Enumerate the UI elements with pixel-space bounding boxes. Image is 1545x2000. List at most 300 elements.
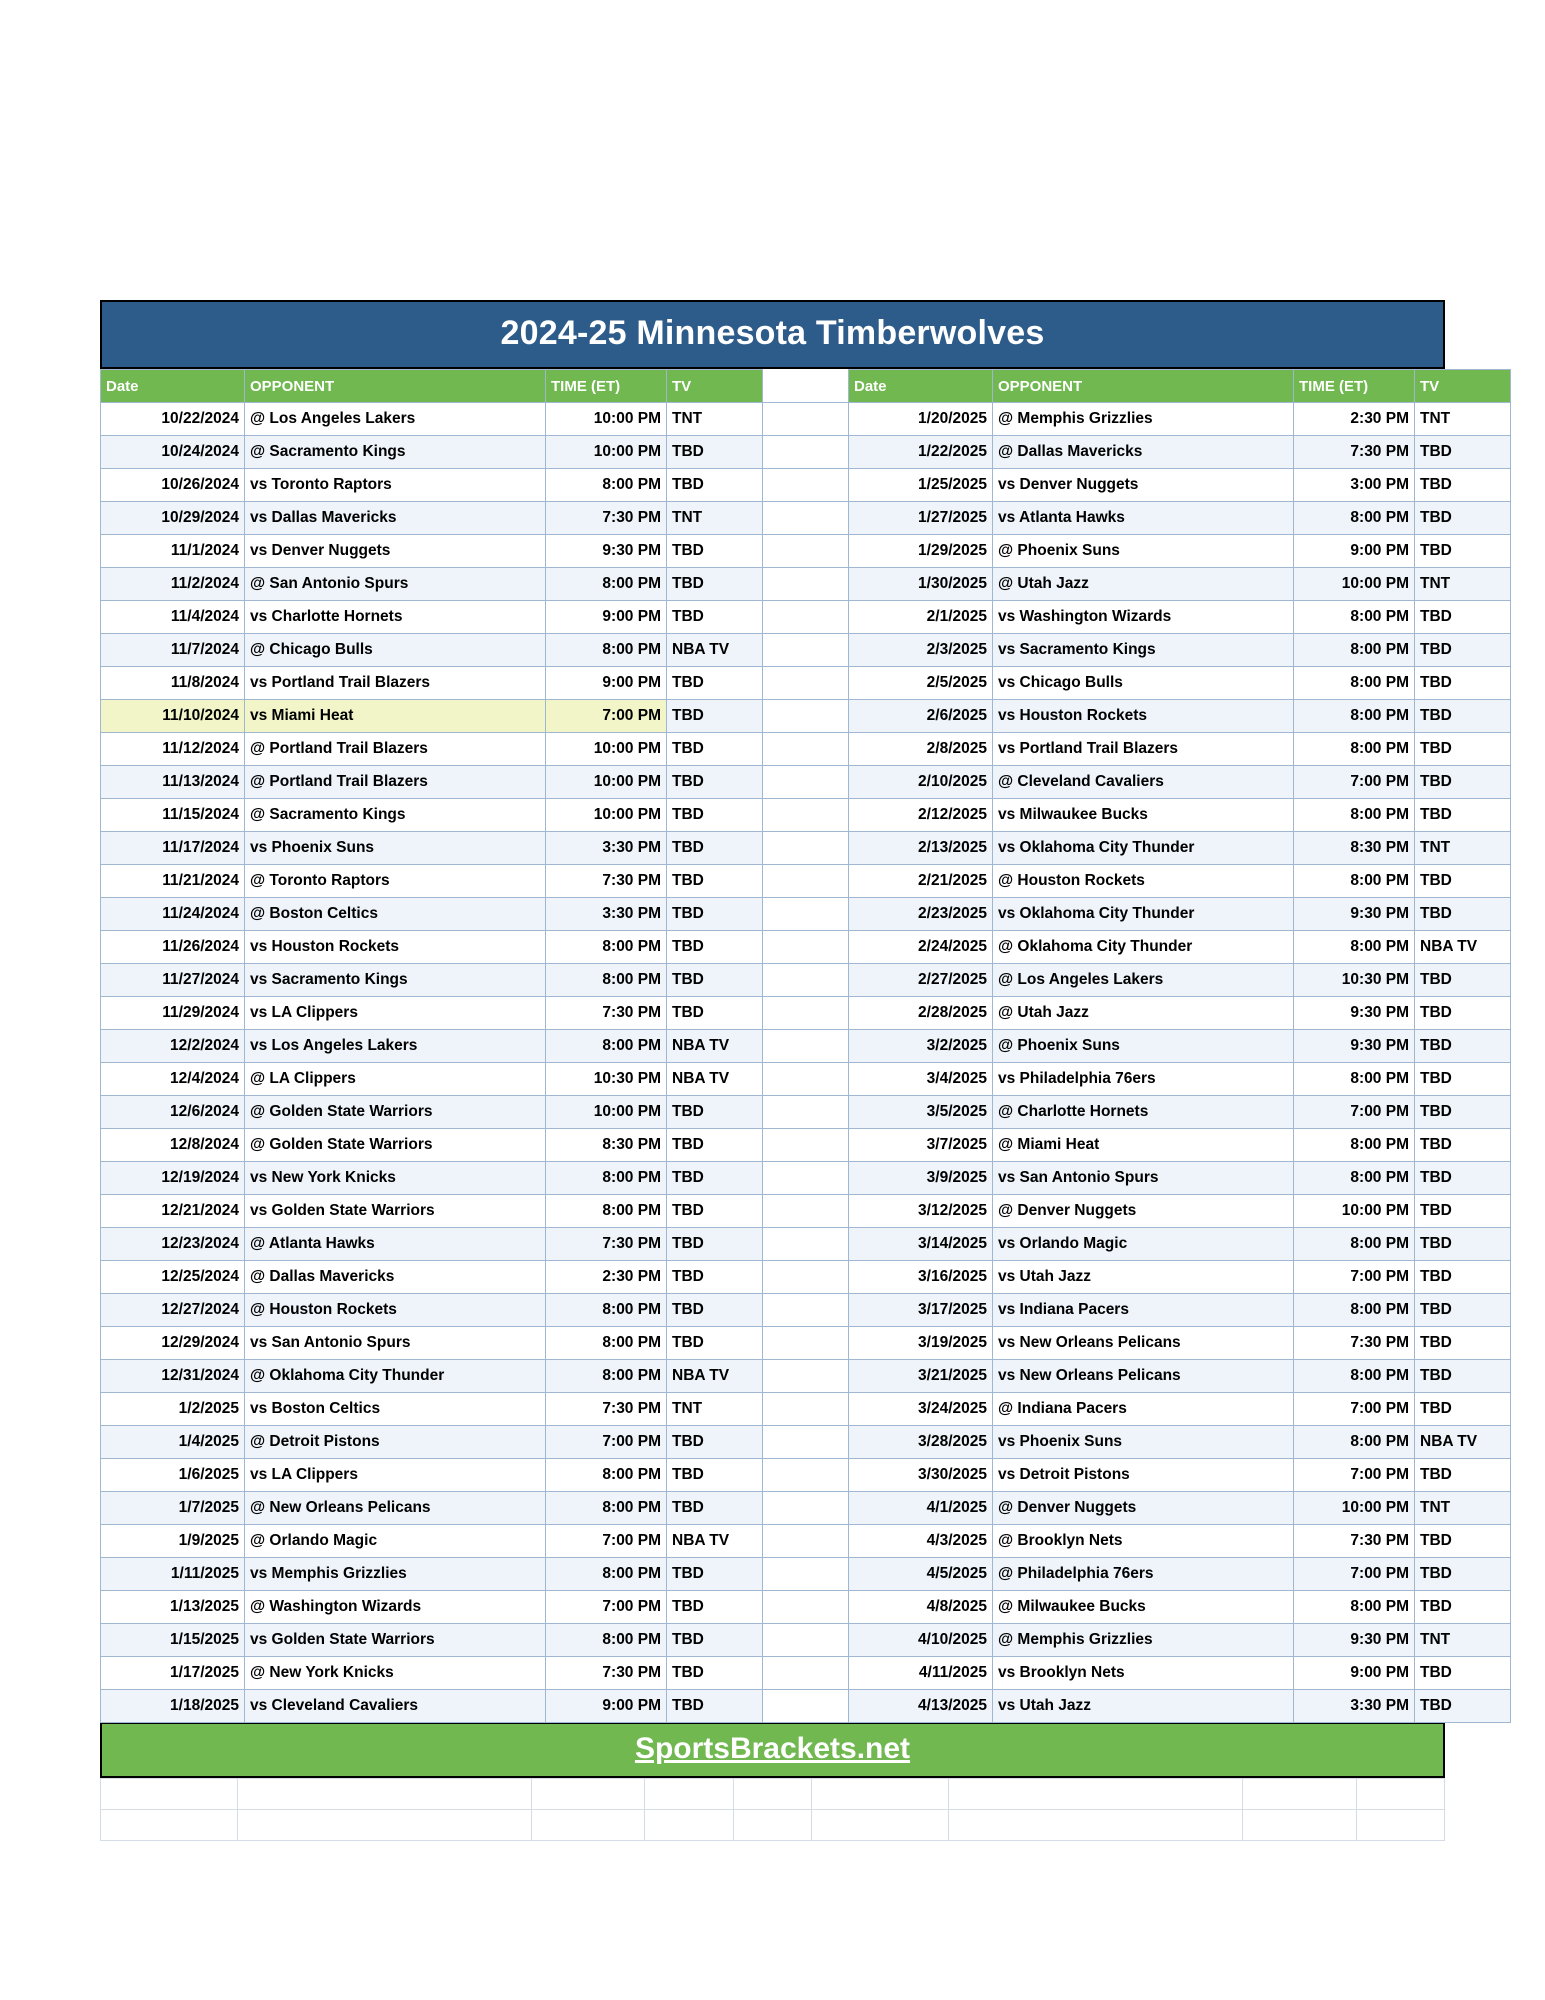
game-date: 3/24/2025 <box>849 1393 993 1426</box>
game-date: 2/24/2025 <box>849 931 993 964</box>
table-row <box>101 502 1511 535</box>
game-time: 7:00 PM <box>546 1525 667 1558</box>
table-row <box>101 733 1511 766</box>
game-time: 8:00 PM <box>1294 1294 1415 1327</box>
game-date: 2/13/2025 <box>849 832 993 865</box>
table-row <box>101 1426 1511 1459</box>
game-time: 7:00 PM <box>1294 1261 1415 1294</box>
game-opponent: vs Cleveland Cavaliers <box>245 1690 546 1723</box>
game-date: 1/6/2025 <box>101 1459 245 1492</box>
game-date: 12/31/2024 <box>101 1360 245 1393</box>
game-opponent: vs LA Clippers <box>245 997 546 1030</box>
game-tv: TBD <box>1415 799 1511 832</box>
game-tv: TBD <box>667 1624 763 1657</box>
table-row <box>101 1162 1511 1195</box>
table-row <box>101 898 1511 931</box>
game-tv: TBD <box>1415 1096 1511 1129</box>
table-row <box>101 403 1511 436</box>
game-opponent: @ Brooklyn Nets <box>993 1525 1294 1558</box>
game-opponent: @ San Antonio Spurs <box>245 568 546 601</box>
game-time: 8:00 PM <box>546 964 667 997</box>
header-tv-right: TV <box>1415 370 1511 403</box>
game-opponent: @ Utah Jazz <box>993 568 1294 601</box>
game-opponent: @ Toronto Raptors <box>245 865 546 898</box>
game-time: 9:30 PM <box>1294 997 1415 1030</box>
column-gap <box>763 1360 849 1393</box>
game-date: 11/10/2024 <box>101 700 245 733</box>
game-date: 2/28/2025 <box>849 997 993 1030</box>
table-row <box>101 1294 1511 1327</box>
game-time: 8:00 PM <box>1294 1129 1415 1162</box>
game-opponent: vs Phoenix Suns <box>245 832 546 865</box>
column-gap <box>763 1327 849 1360</box>
game-opponent: vs Golden State Warriors <box>245 1624 546 1657</box>
game-time: 8:00 PM <box>1294 1591 1415 1624</box>
blank-cell <box>645 1779 733 1810</box>
game-time: 8:00 PM <box>546 634 667 667</box>
game-date: 1/17/2025 <box>101 1657 245 1690</box>
game-time: 8:00 PM <box>546 1459 667 1492</box>
game-tv: TBD <box>1415 1558 1511 1591</box>
game-opponent: vs Portland Trail Blazers <box>245 667 546 700</box>
game-time: 8:00 PM <box>1294 1162 1415 1195</box>
game-date: 4/13/2025 <box>849 1690 993 1723</box>
blank-cell <box>237 1810 531 1841</box>
game-date: 3/14/2025 <box>849 1228 993 1261</box>
game-date: 2/5/2025 <box>849 667 993 700</box>
column-gap <box>763 469 849 502</box>
game-opponent: vs Philadelphia 76ers <box>993 1063 1294 1096</box>
game-tv: NBA TV <box>1415 931 1511 964</box>
game-date: 11/4/2024 <box>101 601 245 634</box>
game-time: 10:00 PM <box>1294 568 1415 601</box>
game-time: 7:00 PM <box>1294 1096 1415 1129</box>
game-opponent: @ Phoenix Suns <box>993 535 1294 568</box>
game-date: 4/3/2025 <box>849 1525 993 1558</box>
game-time: 9:30 PM <box>1294 1624 1415 1657</box>
column-gap <box>763 931 849 964</box>
game-opponent: @ Memphis Grizzlies <box>993 403 1294 436</box>
game-opponent: vs Los Angeles Lakers <box>245 1030 546 1063</box>
game-opponent: vs LA Clippers <box>245 1459 546 1492</box>
game-time: 8:00 PM <box>546 1624 667 1657</box>
column-gap <box>763 1459 849 1492</box>
game-opponent: @ Atlanta Hawks <box>245 1228 546 1261</box>
game-time: 7:30 PM <box>546 1228 667 1261</box>
schedule-table-body <box>101 370 1511 1723</box>
game-opponent: @ Dallas Mavericks <box>993 436 1294 469</box>
game-time: 8:00 PM <box>546 931 667 964</box>
game-opponent: vs Phoenix Suns <box>993 1426 1294 1459</box>
column-gap <box>763 766 849 799</box>
game-date: 3/28/2025 <box>849 1426 993 1459</box>
game-time: 10:00 PM <box>546 766 667 799</box>
game-date: 11/17/2024 <box>101 832 245 865</box>
game-time: 10:30 PM <box>546 1063 667 1096</box>
game-tv: TBD <box>1415 1063 1511 1096</box>
game-opponent: vs Charlotte Hornets <box>245 601 546 634</box>
game-time: 8:00 PM <box>1294 700 1415 733</box>
game-time: 7:30 PM <box>546 1393 667 1426</box>
column-gap <box>763 1657 849 1690</box>
game-date: 12/19/2024 <box>101 1162 245 1195</box>
game-date: 12/8/2024 <box>101 1129 245 1162</box>
table-row <box>101 997 1511 1030</box>
game-time: 8:30 PM <box>546 1129 667 1162</box>
game-opponent: @ LA Clippers <box>245 1063 546 1096</box>
game-tv: TBD <box>667 898 763 931</box>
game-tv: TBD <box>1415 469 1511 502</box>
game-tv: TBD <box>667 766 763 799</box>
game-tv: TBD <box>667 1294 763 1327</box>
game-date: 11/29/2024 <box>101 997 245 1030</box>
game-date: 12/27/2024 <box>101 1294 245 1327</box>
game-opponent: vs Washington Wizards <box>993 601 1294 634</box>
game-opponent: @ Houston Rockets <box>993 865 1294 898</box>
game-tv: TBD <box>667 1591 763 1624</box>
game-tv: TNT <box>667 502 763 535</box>
column-gap <box>763 1525 849 1558</box>
game-date: 11/7/2024 <box>101 634 245 667</box>
column-gap <box>763 403 849 436</box>
game-tv: TBD <box>667 1459 763 1492</box>
game-opponent: vs New York Knicks <box>245 1162 546 1195</box>
game-opponent: @ Indiana Pacers <box>993 1393 1294 1426</box>
header-date-right: Date <box>849 370 993 403</box>
game-time: 3:30 PM <box>1294 1690 1415 1723</box>
game-time: 7:30 PM <box>546 502 667 535</box>
game-tv: TBD <box>667 865 763 898</box>
blank-row <box>101 1810 1445 1841</box>
game-time: 10:00 PM <box>1294 1492 1415 1525</box>
game-tv: TBD <box>1415 1030 1511 1063</box>
game-opponent: vs Golden State Warriors <box>245 1195 546 1228</box>
game-time: 9:30 PM <box>1294 1030 1415 1063</box>
game-time: 7:00 PM <box>1294 1558 1415 1591</box>
game-tv: TBD <box>1415 667 1511 700</box>
game-opponent: vs Sacramento Kings <box>245 964 546 997</box>
game-tv: TNT <box>667 403 763 436</box>
table-row <box>101 667 1511 700</box>
column-gap <box>763 1426 849 1459</box>
game-opponent: vs Memphis Grizzlies <box>245 1558 546 1591</box>
game-time: 7:30 PM <box>546 1657 667 1690</box>
game-tv: TBD <box>1415 502 1511 535</box>
column-gap <box>763 535 849 568</box>
game-time: 7:30 PM <box>1294 1327 1415 1360</box>
game-tv: TBD <box>667 997 763 1030</box>
table-row <box>101 535 1511 568</box>
game-opponent: @ Sacramento Kings <box>245 799 546 832</box>
table-row <box>101 799 1511 832</box>
game-tv: TBD <box>1415 436 1511 469</box>
game-date: 3/7/2025 <box>849 1129 993 1162</box>
game-time: 8:00 PM <box>546 1360 667 1393</box>
game-tv: TBD <box>667 1129 763 1162</box>
game-opponent: @ Chicago Bulls <box>245 634 546 667</box>
table-row <box>101 1360 1511 1393</box>
game-time: 8:00 PM <box>546 1327 667 1360</box>
game-tv: TBD <box>1415 1195 1511 1228</box>
game-opponent: @ Los Angeles Lakers <box>245 403 546 436</box>
game-opponent: vs Denver Nuggets <box>245 535 546 568</box>
game-tv: TBD <box>1415 1525 1511 1558</box>
game-time: 8:00 PM <box>1294 634 1415 667</box>
game-time: 8:00 PM <box>1294 601 1415 634</box>
game-tv: TBD <box>1415 1327 1511 1360</box>
game-tv: TBD <box>1415 733 1511 766</box>
game-date: 3/4/2025 <box>849 1063 993 1096</box>
table-row <box>101 1525 1511 1558</box>
game-time: 10:00 PM <box>546 436 667 469</box>
game-opponent: @ Detroit Pistons <box>245 1426 546 1459</box>
game-time: 8:00 PM <box>546 1294 667 1327</box>
game-date: 4/11/2025 <box>849 1657 993 1690</box>
game-tv: TBD <box>667 1492 763 1525</box>
column-gap <box>763 733 849 766</box>
column-gap <box>763 1261 849 1294</box>
blank-cell <box>733 1810 811 1841</box>
game-tv: TBD <box>1415 1294 1511 1327</box>
game-tv: TBD <box>667 964 763 997</box>
game-date: 2/12/2025 <box>849 799 993 832</box>
game-time: 8:00 PM <box>1294 1360 1415 1393</box>
game-time: 7:00 PM <box>546 1591 667 1624</box>
game-tv: TBD <box>667 1690 763 1723</box>
column-gap <box>763 1624 849 1657</box>
game-date: 4/5/2025 <box>849 1558 993 1591</box>
game-date: 3/16/2025 <box>849 1261 993 1294</box>
game-date: 2/6/2025 <box>849 700 993 733</box>
column-gap <box>763 1096 849 1129</box>
column-gap <box>763 1129 849 1162</box>
game-date: 1/2/2025 <box>101 1393 245 1426</box>
column-gap <box>763 502 849 535</box>
game-opponent: vs Oklahoma City Thunder <box>993 898 1294 931</box>
table-row <box>101 1063 1511 1096</box>
game-time: 3:30 PM <box>546 832 667 865</box>
game-tv: NBA TV <box>1415 1426 1511 1459</box>
column-gap <box>763 832 849 865</box>
game-date: 4/10/2025 <box>849 1624 993 1657</box>
header-opponent-left: OPPONENT <box>245 370 546 403</box>
blank-row <box>101 1779 1445 1810</box>
game-opponent: vs New Orleans Pelicans <box>993 1360 1294 1393</box>
game-time: 2:30 PM <box>546 1261 667 1294</box>
game-date: 2/1/2025 <box>849 601 993 634</box>
game-opponent: @ Boston Celtics <box>245 898 546 931</box>
game-tv: TBD <box>1415 1657 1511 1690</box>
game-date: 11/1/2024 <box>101 535 245 568</box>
game-date: 1/15/2025 <box>101 1624 245 1657</box>
game-opponent: vs Detroit Pistons <box>993 1459 1294 1492</box>
table-row <box>101 766 1511 799</box>
game-time: 8:00 PM <box>1294 865 1415 898</box>
page-title: 2024-25 Minnesota Timberwolves <box>100 300 1445 369</box>
game-date: 11/8/2024 <box>101 667 245 700</box>
game-time: 10:00 PM <box>546 799 667 832</box>
game-date: 2/21/2025 <box>849 865 993 898</box>
game-tv: TBD <box>667 535 763 568</box>
blank-cell <box>1356 1779 1444 1810</box>
game-opponent: @ Miami Heat <box>993 1129 1294 1162</box>
game-date: 1/29/2025 <box>849 535 993 568</box>
game-tv: TBD <box>1415 1162 1511 1195</box>
blank-cell <box>645 1810 733 1841</box>
game-opponent: @ Memphis Grizzlies <box>993 1624 1294 1657</box>
blank-cell <box>101 1810 238 1841</box>
header-tv-left: TV <box>667 370 763 403</box>
game-tv: TBD <box>1415 1591 1511 1624</box>
header-time-right: TIME (ET) <box>1294 370 1415 403</box>
game-date: 11/21/2024 <box>101 865 245 898</box>
game-date: 3/17/2025 <box>849 1294 993 1327</box>
game-date: 3/19/2025 <box>849 1327 993 1360</box>
game-time: 7:00 PM <box>1294 766 1415 799</box>
game-tv: TNT <box>1415 403 1511 436</box>
game-opponent: vs Utah Jazz <box>993 1690 1294 1723</box>
blank-cell <box>948 1810 1242 1841</box>
game-tv: TBD <box>1415 997 1511 1030</box>
header-date-left: Date <box>101 370 245 403</box>
game-opponent: vs San Antonio Spurs <box>245 1327 546 1360</box>
game-date: 10/26/2024 <box>101 469 245 502</box>
game-opponent: vs Milwaukee Bucks <box>993 799 1294 832</box>
game-time: 8:00 PM <box>1294 931 1415 964</box>
game-date: 12/29/2024 <box>101 1327 245 1360</box>
game-date: 1/25/2025 <box>849 469 993 502</box>
game-date: 4/8/2025 <box>849 1591 993 1624</box>
game-time: 8:00 PM <box>1294 667 1415 700</box>
game-opponent: vs San Antonio Spurs <box>993 1162 1294 1195</box>
game-opponent: @ Cleveland Cavaliers <box>993 766 1294 799</box>
game-tv: TBD <box>1415 898 1511 931</box>
game-tv: TBD <box>1415 601 1511 634</box>
game-tv: TBD <box>667 1096 763 1129</box>
column-gap <box>763 370 849 403</box>
column-gap <box>763 1195 849 1228</box>
game-tv: TBD <box>667 436 763 469</box>
game-time: 10:00 PM <box>546 403 667 436</box>
table-row <box>101 1228 1511 1261</box>
table-row <box>101 1327 1511 1360</box>
game-date: 11/12/2024 <box>101 733 245 766</box>
table-row <box>101 832 1511 865</box>
game-date: 1/13/2025 <box>101 1591 245 1624</box>
column-gap <box>763 1492 849 1525</box>
game-opponent: @ Los Angeles Lakers <box>993 964 1294 997</box>
table-row <box>101 436 1511 469</box>
table-row <box>101 1624 1511 1657</box>
game-date: 2/27/2025 <box>849 964 993 997</box>
game-time: 7:30 PM <box>1294 436 1415 469</box>
game-tv: TBD <box>1415 1393 1511 1426</box>
game-tv: TBD <box>1415 865 1511 898</box>
game-time: 8:00 PM <box>1294 1426 1415 1459</box>
game-tv: TBD <box>1415 964 1511 997</box>
game-tv: TBD <box>667 700 763 733</box>
game-date: 11/26/2024 <box>101 931 245 964</box>
game-date: 10/24/2024 <box>101 436 245 469</box>
column-gap <box>763 1030 849 1063</box>
game-date: 1/4/2025 <box>101 1426 245 1459</box>
game-opponent: vs Brooklyn Nets <box>993 1657 1294 1690</box>
game-tv: TBD <box>1415 1690 1511 1723</box>
game-opponent: vs Atlanta Hawks <box>993 502 1294 535</box>
column-gap <box>763 898 849 931</box>
game-time: 8:00 PM <box>546 1195 667 1228</box>
table-row <box>101 1393 1511 1426</box>
game-opponent: vs Oklahoma City Thunder <box>993 832 1294 865</box>
table-row <box>101 1690 1511 1723</box>
game-tv: TBD <box>1415 1360 1511 1393</box>
blank-cell <box>1243 1779 1357 1810</box>
game-opponent: vs Chicago Bulls <box>993 667 1294 700</box>
game-opponent: @ Houston Rockets <box>245 1294 546 1327</box>
column-gap <box>763 865 849 898</box>
game-tv: TNT <box>1415 1492 1511 1525</box>
game-tv: TBD <box>667 1657 763 1690</box>
game-date: 12/2/2024 <box>101 1030 245 1063</box>
game-tv: TBD <box>667 1261 763 1294</box>
game-time: 8:00 PM <box>1294 1063 1415 1096</box>
blank-cell <box>101 1779 238 1810</box>
game-date: 11/13/2024 <box>101 766 245 799</box>
game-tv: TNT <box>1415 568 1511 601</box>
game-date: 1/9/2025 <box>101 1525 245 1558</box>
table-header-row <box>101 370 1511 403</box>
table-row <box>101 1591 1511 1624</box>
table-row <box>101 700 1511 733</box>
game-date: 1/18/2025 <box>101 1690 245 1723</box>
table-row <box>101 1129 1511 1162</box>
table-row <box>101 964 1511 997</box>
blank-cell <box>237 1779 531 1810</box>
table-row <box>101 1558 1511 1591</box>
game-date: 12/23/2024 <box>101 1228 245 1261</box>
game-date: 2/10/2025 <box>849 766 993 799</box>
game-time: 8:30 PM <box>1294 832 1415 865</box>
game-tv: NBA TV <box>667 1360 763 1393</box>
game-time: 2:30 PM <box>1294 403 1415 436</box>
game-date: 10/22/2024 <box>101 403 245 436</box>
game-date: 3/9/2025 <box>849 1162 993 1195</box>
game-tv: TNT <box>667 1393 763 1426</box>
table-row <box>101 1459 1511 1492</box>
game-opponent: vs Utah Jazz <box>993 1261 1294 1294</box>
column-gap <box>763 1162 849 1195</box>
game-time: 8:00 PM <box>546 1492 667 1525</box>
game-date: 1/20/2025 <box>849 403 993 436</box>
game-tv: TBD <box>667 931 763 964</box>
game-opponent: vs Indiana Pacers <box>993 1294 1294 1327</box>
column-gap <box>763 1558 849 1591</box>
game-opponent: @ Sacramento Kings <box>245 436 546 469</box>
blank-cell <box>531 1779 645 1810</box>
game-time: 9:30 PM <box>1294 898 1415 931</box>
table-row <box>101 1195 1511 1228</box>
footer-branding[interactable]: SportsBrackets.net <box>100 1723 1445 1778</box>
game-opponent: @ Washington Wizards <box>245 1591 546 1624</box>
game-opponent: @ Portland Trail Blazers <box>245 733 546 766</box>
table-row <box>101 1096 1511 1129</box>
game-tv: TBD <box>667 1228 763 1261</box>
game-time: 7:00 PM <box>1294 1393 1415 1426</box>
table-row <box>101 1030 1511 1063</box>
game-tv: TBD <box>1415 766 1511 799</box>
column-gap <box>763 436 849 469</box>
game-date: 1/11/2025 <box>101 1558 245 1591</box>
